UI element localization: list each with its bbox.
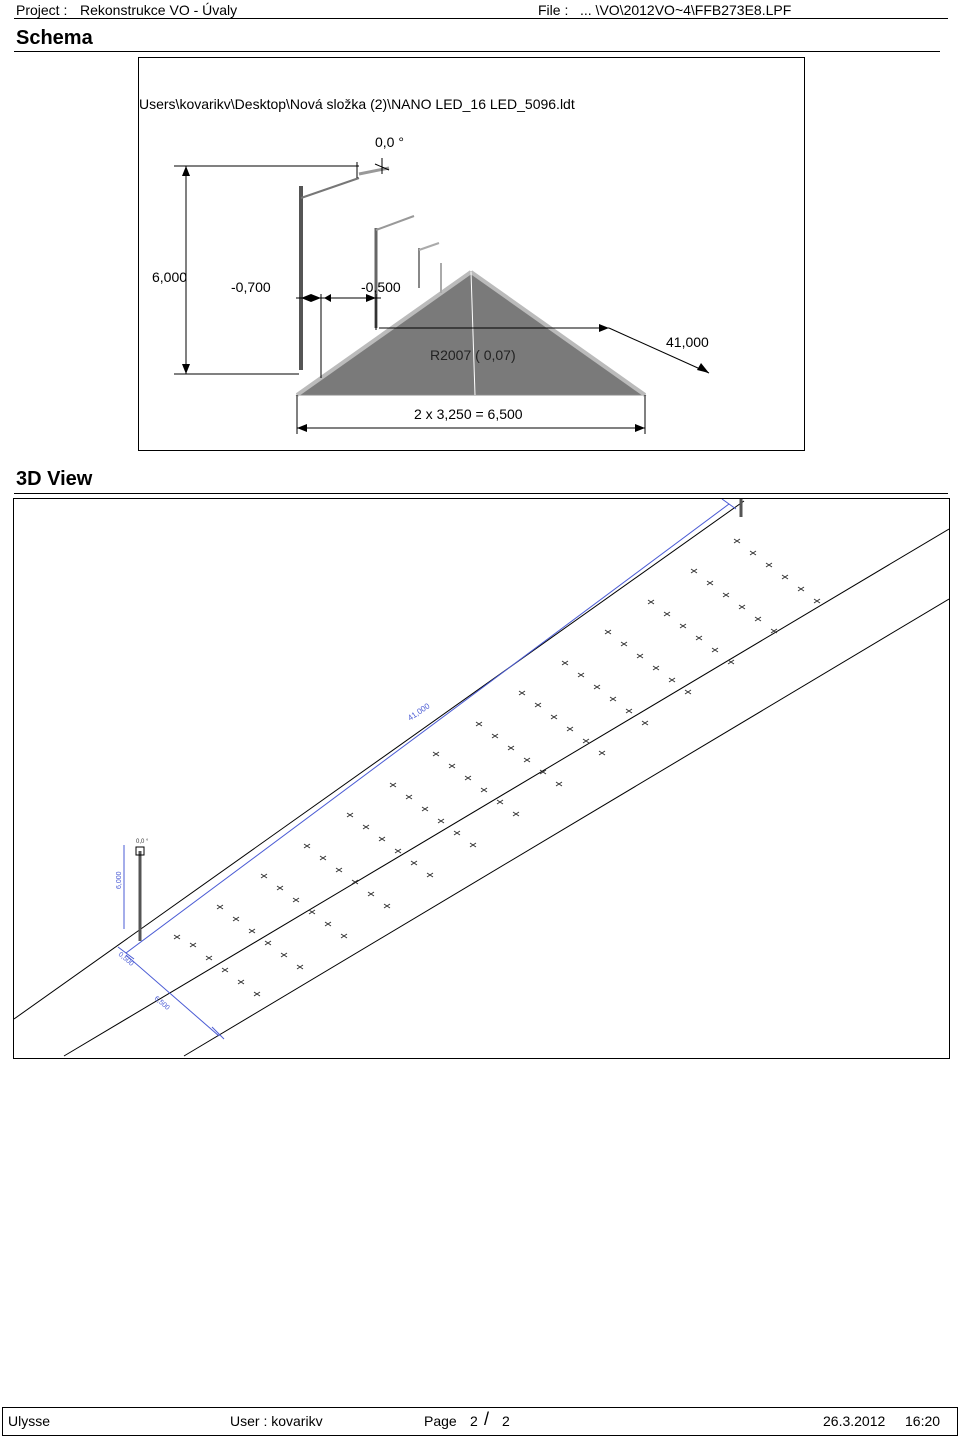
3d-lane-width-label: 6,500: [152, 995, 171, 1012]
tilt-label: 0,0 °: [375, 134, 404, 150]
footer-date: 26.3.2012: [823, 1413, 886, 1429]
road-width-label: 2 x 3,250 = 6,500: [414, 406, 523, 422]
view3d-title: 3D View: [16, 468, 93, 490]
schema-drawing: [139, 58, 804, 450]
schema-title-divider: [14, 51, 940, 52]
footer-frame: [2, 1407, 958, 1436]
spacing-label: 41,000: [666, 334, 709, 350]
road-edge-left: [64, 529, 949, 1056]
sidewalk-edge: [14, 501, 744, 1019]
overhang-label: -0,700: [231, 279, 271, 295]
road-class-label: R2007 ( 0,07): [430, 347, 516, 363]
footer-time: 16:20: [905, 1413, 941, 1429]
view3d-title-divider: [14, 493, 948, 494]
file-path: ... \VO\2012VO~4\FFB273E8.LPF: [580, 2, 792, 18]
file-label: File :: [538, 2, 569, 18]
3d-setback-label: 0,500: [116, 951, 135, 968]
project-name: Rekonstrukce VO - Úvaly: [80, 2, 238, 18]
footer-app: Ulysse: [8, 1413, 51, 1429]
footer-page-sep: /: [484, 1409, 490, 1429]
schema-frame: [138, 57, 805, 451]
road-cross-section: [297, 272, 645, 395]
lane-width-dimension-line: [126, 955, 219, 1036]
setback-label: -0,500: [361, 279, 401, 295]
footer-page-current: 2: [470, 1413, 478, 1429]
3d-pole-height-label: 6,000: [116, 871, 123, 889]
road-edge-right: [184, 599, 949, 1056]
spacing-dimension-line: [126, 504, 729, 953]
view3d-drawing: [14, 499, 949, 1058]
project-label: Project :: [16, 2, 68, 18]
measurement-grid: [174, 539, 820, 996]
schema-title: Schema: [16, 27, 93, 49]
3d-spacing-label: 41,000: [406, 701, 432, 723]
view3d-frame: [13, 498, 950, 1059]
height-label: 6,000: [152, 269, 188, 285]
footer-user: User : kovarikv: [230, 1413, 323, 1429]
ldt-path: Users\kovarikv\Desktop\Nová složka (2)\NANO LED_16 LED_5096.ldt: [139, 96, 575, 112]
footer-page-label: Page: [424, 1413, 457, 1429]
3d-tilt-label: 0,0 °: [136, 839, 149, 845]
header-divider: [14, 18, 948, 19]
footer-page-total: 2: [502, 1413, 510, 1429]
